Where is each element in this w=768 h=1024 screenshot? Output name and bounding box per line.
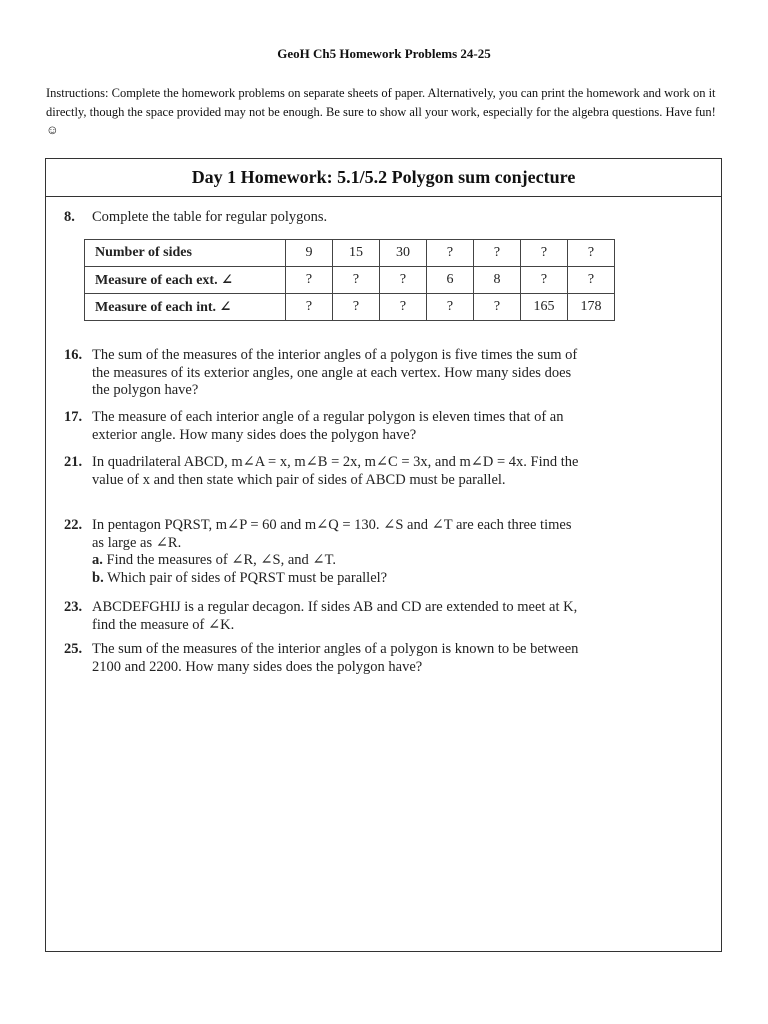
scanned-problems: [46, 197, 721, 951]
problem-25: [64, 641, 584, 676]
problem-text: In quadrilateral ABCD, m∠A = x, m∠B = 2x, m∠C = 3x, and m∠D = 4x. Find the value of x and then state which pair of sides of ABCD must be parallel.: [92, 454, 579, 488]
problem-number: 16.: [64, 347, 83, 363]
problem-number: 22.: [64, 517, 83, 533]
table-cell: 6: [427, 267, 474, 294]
subpart-b: [92, 570, 582, 588]
subpart-a: [92, 552, 582, 570]
table-cell: ?: [380, 294, 427, 321]
table-cell: 30: [380, 240, 427, 267]
table-cell: 8: [474, 267, 521, 294]
problem-21: [64, 454, 584, 489]
problem-number: 23.: [64, 599, 83, 615]
problem-number: 17.: [64, 409, 83, 425]
table-row: [85, 240, 615, 267]
table-cell: ?: [474, 294, 521, 321]
table-cell: ?: [286, 294, 333, 321]
document-title: GeoH Ch5 Homework Problems 24-25: [277, 46, 491, 61]
problem-16: [64, 347, 584, 400]
table-cell: ?: [380, 267, 427, 294]
problem-number: 25.: [64, 641, 83, 657]
regular-polygon-table: [84, 239, 615, 321]
problem-text: ABCDEFGHIJ is a regular decagon. If sides AB and CD are extended to meet at K, find the measure of ∠K.: [92, 599, 578, 633]
table-row: [85, 294, 615, 321]
problem-text: The sum of the measures of the interior angles of a polygon is five times the sum of the measures of its exterior angles, one angle at each vertex. How many sides does the polygon have?: [92, 347, 578, 398]
row-label: Number of sides: [85, 240, 286, 267]
table-cell: ?: [568, 240, 615, 267]
section-title: Day 1 Homework: 5.1/5.2 Polygon sum conjecture: [46, 159, 721, 197]
instructions-paragraph: Instructions: Complete the homework problems on separate sheets of paper. Alternatively, you can print the homework and work on it directly, though the space provided may not be enough. Be sure to show all your work, especially for the algebra questions. Have fun! ☺: [46, 86, 716, 137]
table-cell: ?: [474, 240, 521, 267]
table-cell: ?: [521, 267, 568, 294]
row-label: Measure of each int. ∠: [85, 294, 286, 321]
table-cell: ?: [568, 267, 615, 294]
table-row: [85, 267, 615, 294]
problem-text: Complete the table for regular polygons.: [92, 209, 328, 225]
subpart-letter: a.: [92, 552, 103, 568]
table-cell: ?: [333, 267, 380, 294]
table-cell: ?: [427, 240, 474, 267]
table-cell: 15: [333, 240, 380, 267]
subpart-text: Which pair of sides of PQRST must be parallel?: [107, 569, 388, 586]
problem-number: 21.: [64, 454, 83, 470]
problem-17: [64, 409, 584, 444]
table-cell: 165: [521, 294, 568, 321]
problem-text: The sum of the measures of the interior angles of a polygon is known to be between 2100 and 2200. How many sides does the polygon have?: [92, 641, 579, 675]
table-cell: 178: [568, 294, 615, 321]
problem-22: [64, 517, 584, 587]
table-cell: ?: [521, 240, 568, 267]
problem-23: [64, 599, 584, 634]
table-cell: ?: [286, 267, 333, 294]
problem-number: 8.: [64, 209, 75, 225]
row-label: Measure of each ext. ∠: [85, 267, 286, 294]
problem-8: [64, 209, 584, 227]
subpart-letter: b.: [92, 569, 104, 586]
table-cell: 9: [286, 240, 333, 267]
problem-text: The measure of each interior angle of a regular polygon is eleven times that of an exterior angle. How many sides does the polygon have?: [92, 409, 564, 443]
table-cell: ?: [333, 294, 380, 321]
subpart-text: Find the measures of ∠R, ∠S, and ∠T.: [106, 552, 336, 568]
problem-text: In pentagon PQRST, m∠P = 60 and m∠Q = 130. ∠S and ∠T are each three times as large as ∠R.: [92, 517, 572, 551]
table-cell: ?: [427, 294, 474, 321]
homework-frame: [45, 158, 722, 952]
